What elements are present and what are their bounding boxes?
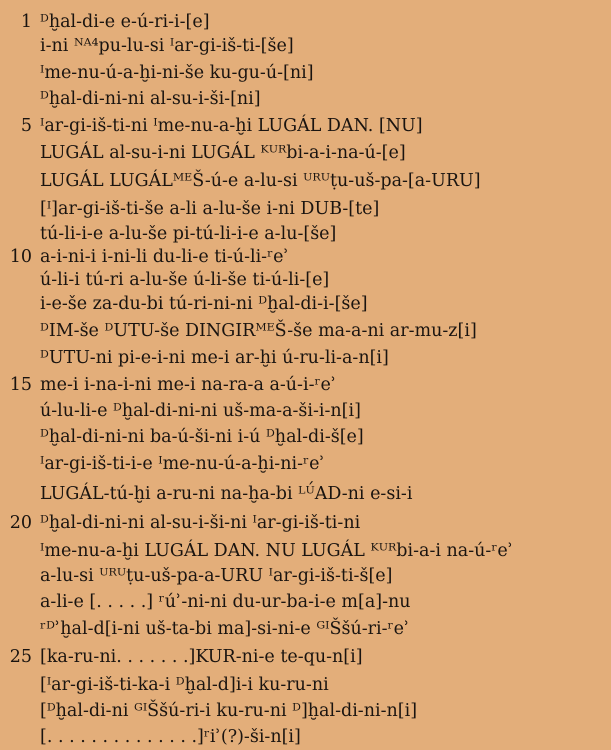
line-text: ᴵar-gi-iš-ti-ni ᴵme-nu-a-ḫi LUGÁL DAN. [NU] [40, 116, 423, 136]
line-text: i-e-še za-du-bi tú-ri-ni-ni ᴰḫal-di-i-[še] [40, 294, 368, 314]
line-text: a-li-e [. . . . .] ʳúʾ-ni-ni du-ur-ba-i-e m[a]-nu [40, 592, 411, 612]
line-text: ᴵme-nu-ú-a-ḫi-ni-še ku-gu-ú-[ni] [40, 63, 314, 83]
line-text: [. . . . . . . . . . . . . .]ʳiʾ(?)-ši-n[i] [40, 727, 301, 747]
line-text: [ka-ru-ni. . . . . . .]KUR-ni-e te-qu-n[i] [40, 647, 363, 667]
line-text: [ᴵar-gi-iš-ti-ka-i ᴰḫal-d]i-i ku-ru-ni [40, 675, 329, 695]
line-number: 25 [9, 647, 32, 667]
line-text: ᴰUTU-ni pi-e-i-ni me-i ar-ḫi ú-ru-li-a-n[i] [40, 348, 389, 368]
line-text: [ᴵ]ar-gi-iš-ti-še a-li a-lu-še i-ni DUB-[te] [40, 199, 380, 219]
line-text: ᴰḫal-di-ni-ni al-su-i-ši-[ni] [40, 89, 261, 109]
line-text: me-i i-na-i-ni me-i na-ra-a a-ú-i-ʳeʾ [40, 375, 337, 395]
line-text: ᴵar-gi-iš-ti-i-e ᴵme-nu-ú-a-ḫi-ni-ʳeʾ [40, 454, 325, 474]
line-text: LUGÁL LUGÁLᴹᴱŠ-ú-e a-lu-si ᵁᴿᵁṭu-uš-pa-[a-URU] [40, 171, 481, 191]
line-text: ʳᴰʾḫal-d[i-ni uš-ta-bi ma]-si-ni-e ᴳᴵŠšú-ri-ʳeʾ [40, 619, 410, 639]
line-text: ᴰḫal-di-ni-ni al-su-i-ši-ni ᴵar-gi-iš-ti-ni [40, 513, 361, 533]
line-text: ᴰḫal-di-ni-ni ba-ú-ši-ni i-ú ᴰḫal-di-š[e] [40, 427, 364, 447]
line-number: 10 [9, 247, 32, 267]
line-text: ᴵme-nu-a-ḫi LUGÁL DAN. NU LUGÁL ᴷᵁᴿbi-a-i na-ú-ʳeʾ [40, 541, 514, 561]
line-number: 5 [20, 116, 32, 136]
line-text: a-i-ni-i i-ni-li du-li-e ti-ú-li-ʳeʾ [40, 247, 289, 267]
line-number: 20 [9, 513, 32, 533]
line-text: ú-li-i tú-ri a-lu-še ú-li-še ti-ú-li-[e] [40, 270, 330, 290]
line-number: 15 [9, 375, 32, 395]
line-text: ᴰIM-še ᴰUTU-še DINGIRᴹᴱŠ-še ma-a-ni ar-mu-z[i] [40, 321, 477, 341]
line-text: a-lu-si ᵁᴿᵁṭu-uš-pa-a-URU ᴵar-gi-iš-ti-š[e] [40, 566, 393, 586]
line-text: tú-li-i-e a-lu-še pi-tú-li-i-e a-lu-[še] [40, 224, 337, 244]
line-text: [ᴰḫal-di-ni ᴳᴵŠšú-ri-i ku-ru-ni ᴰ]ḫal-di-ni-n[i] [40, 701, 418, 721]
line-text: LUGÁL-tú-ḫi a-ru-ni na-ḫa-bi ᴸᵁ́AD-ni e-si-i [40, 484, 413, 504]
line-text: ú-lu-li-e ᴰḫal-di-ni-ni uš-ma-a-ši-i-n[i] [40, 401, 361, 421]
line-text: ᴰḫal-di-e e-ú-ri-i-[e] [40, 12, 210, 32]
line-number: 1 [20, 12, 32, 32]
line-text: i-ni ᴺᴬ⁴pu-lu-si ᴵar-gi-iš-ti-[še] [40, 36, 294, 56]
line-text: LUGÁL al-su-i-ni LUGÁL ᴷᵁᴿbi-a-i-na-ú-[e] [40, 143, 406, 163]
